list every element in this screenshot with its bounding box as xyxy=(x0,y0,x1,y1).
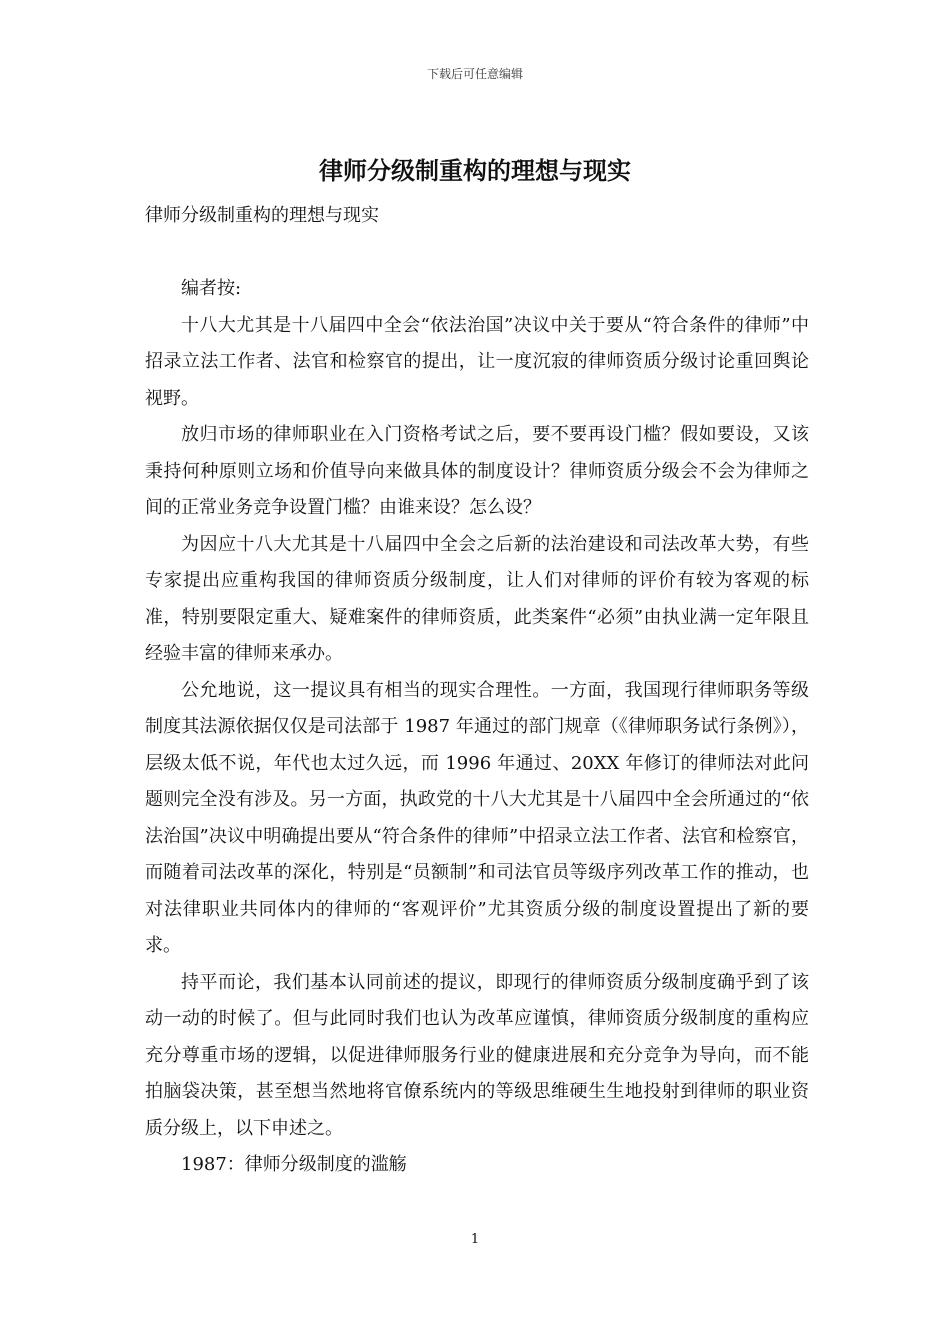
paragraph: 十八大尤其是十八届四中全会“依法治国”决议中关于要从“符合条件的律师”中招录立法工作者、法官和检察官的提出，让一度沉寂的律师资质分级讨论重回舆论视野。 xyxy=(145,314,809,409)
page-header: 下载后可任意编辑 xyxy=(426,67,523,81)
paragraph: 为因应十八大尤其是十八届四中全会之后新的法治建设和司法改革大势，有些专家提出应重构我国的律师资质分级制度，让人们对律师的评价有较为客观的标准，特别要限定重大、疑难案件的律师资质，此类案件“必须”由执业满一定年限且经验丰富的律师来承办。 xyxy=(145,533,809,664)
document-title: 律师分级制重构的理想与现实 xyxy=(319,156,631,185)
blank-line xyxy=(145,235,809,272)
page-number: 1 xyxy=(470,1232,480,1247)
editor-note-label: 编者按: xyxy=(181,278,242,299)
paragraph: 放归市场的律师职业在入门资格考试之后，要不要再设门槛？假如要设，又该秉持何种原则立场和价值导向来做具体的制度设计？律师资质分级会不会为律师之间的正常业务竞争设置门槛？由谁来设？怎么设？ xyxy=(145,424,809,518)
paragraph: 持平而论，我们基本认同前述的提议，即现行的律师资质分级制度确乎到了该动一动的时候了。但与此同时我们也认为改革应谨慎，律师资质分级制度的重构应充分尊重市场的逻辑，以促进律师服务行业的健康进展和充分竞争为导向，而不能拍脑袋决策，甚至想当然地将官僚系统内的等级思维硬生生地投射到律师的职业资质分级上，以下申述之。 xyxy=(145,971,809,1139)
section-heading: 1987：律师分级制度的滥觞 xyxy=(181,1154,407,1175)
paragraph: 公允地说，这一提议具有相当的现实合理性。一方面，我国现行律师职务等级制度其法源依据仅仅是司法部于 1987 年通过的部门规章（《律师职务试行条例》），层级太低不说，年代也太过久远，而 1996 年通过、20XX 年修订的律师法对此问题则完全没有涉及。另一方面，执政党的十八大尤其是十八届四中全会所通过的“依法治国”决议中明确提出要从“符合条件的律师”中招录立法工作者、法官和检察官，而随着司法改革的深化，特别是“员额制”和司法官员等级序列改革工作的推动，也对法律职业共同体内的律师的“客观评价”尤其资质分级的制度设置提出了新的要求。 xyxy=(145,679,809,956)
document-body xyxy=(145,198,809,1184)
document-subtitle: 律师分级制重构的理想与现实 xyxy=(145,205,379,226)
